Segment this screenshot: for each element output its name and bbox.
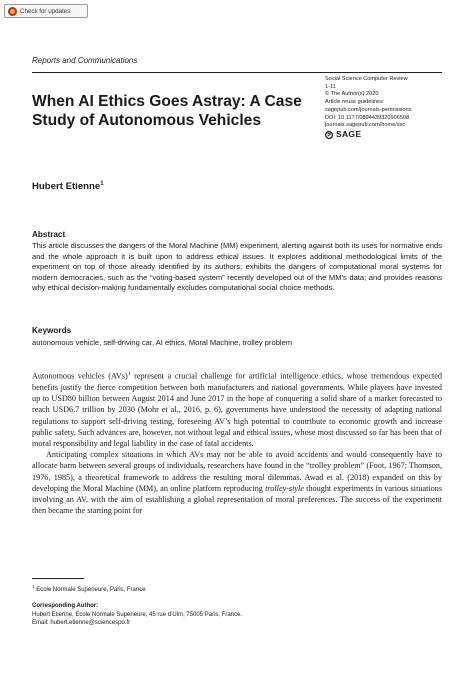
reuse-url[interactable]: sagepub.com/journals-permissions — [325, 106, 412, 113]
article-title: When AI Ethics Goes Astray: A Case Study of Autonomous Vehicles — [32, 93, 302, 129]
body-p2-b: thought experiments in various situations involving an AV, with the aim of establishing a global representation of moral preferences. The success of the experiment then became the starting point for — [32, 483, 443, 516]
journal-name: Social Science Computer Review — [325, 76, 408, 82]
publisher-logo — [325, 131, 411, 139]
page-range: 1-11 — [325, 83, 336, 90]
body-p1-lead: Autonomous vehicles (AVs) — [32, 371, 128, 381]
author-line — [32, 181, 104, 192]
sage-logo-icon — [325, 131, 335, 139]
footnote — [32, 584, 146, 593]
keywords-heading: Keywords — [32, 326, 72, 335]
author-name: Hubert Etienne — [32, 181, 101, 193]
body-footnote-mark: 1 — [127, 371, 131, 377]
body-p2-a: Anticipating complex situations in which AVs may not be able to avoid accidents and would consequently have to allocate harm between several groups of individuals, researchers have found in the “trolley problem” (Foot, 1967; Thomson, 1976, 1985), a theoretical framework to address the resulting moral dilemmas. Awad et al. (2018) expanded on this by developing the Moral Machine (MM), an online platform reproducing — [32, 450, 442, 493]
body-paragraph — [32, 369, 442, 449]
crossmark-icon — [8, 7, 17, 16]
footnote-rule — [32, 578, 84, 579]
corresponding-author-label: Corresponding Author: — [32, 603, 99, 609]
footnote-text: Ecole Normale Supérieure, Paris, France — [36, 587, 146, 593]
article-body — [32, 369, 442, 516]
body-paragraph — [32, 449, 442, 516]
author-affiliation-mark: 1 — [100, 181, 104, 187]
corresponding-author-email[interactable]: Email: hubert.etienne@sciencespo.fr — [32, 620, 131, 627]
abstract-text: This article discusses the dangers of the Moral Machine (MM) experiment, alerting against both its uses for normative ends and the whole approach it is built upon to address ethical issues. It explores additional methodological limits of the experiment on top of those already identified by its authors; exhibits the dangers of computational moral systems for modern democracies, such as the “voting-based system” recently developed out of the MM’s data; and provides reasons why ethical decision-making fundamentally excludes computational social choice methods. — [32, 241, 442, 292]
journal-section-label: Reports and Communications — [32, 56, 138, 65]
check-for-updates-badge[interactable] — [4, 4, 88, 18]
abstract-heading: Abstract — [32, 230, 66, 239]
journal-metadata — [325, 76, 411, 139]
journal-url[interactable]: journals.sagepub.com/home/ssc — [325, 122, 406, 129]
header-rule — [32, 72, 442, 73]
corresponding-author — [32, 602, 242, 628]
corresponding-author-address: Hubert Etienne, Ecole Normale Supérieure, 45 rue d’Ulm, 75005 Paris, France. — [32, 611, 243, 618]
badge-label: Check for updates — [20, 7, 71, 15]
publisher-name: SAGE — [336, 129, 362, 140]
footnote-mark: 1 — [32, 584, 35, 589]
copyright: © The Author(s) 2020 — [325, 91, 379, 98]
body-p2-italic: trolley-style — [265, 483, 304, 493]
body-p1-rest: represent a crucial challenge for artificial intelligence ethics, whose tremendous expected benefits justify the fierce competition between both manufacturers and national governments. While players have invested up to USD80 billion between August 2014 and June 2017 in the hope of conquering a solid share of a market forecasted to reach USD6.7 trillion by 2030 (Mohr et al., 2016, p. 6), governments have understood the necessity of adapting national regulations to support self-driving testing, foreseeing AV’s high potential to contribute to economic growth and increase public safety. Such advances are, however, not without legal and ethical issues, whose most discussed so far has been that of moral responsibility and legal liability in the case of fatal accidents. — [32, 371, 442, 448]
reuse-guidelines: Article reuse guidelines: — [325, 99, 385, 106]
keywords-text: autonomous vehicle, self-driving car, AI ethics, Moral Machine, trolley problem — [32, 338, 293, 347]
doi[interactable]: DOI: 10.1177/0894439320906508 — [325, 114, 410, 121]
